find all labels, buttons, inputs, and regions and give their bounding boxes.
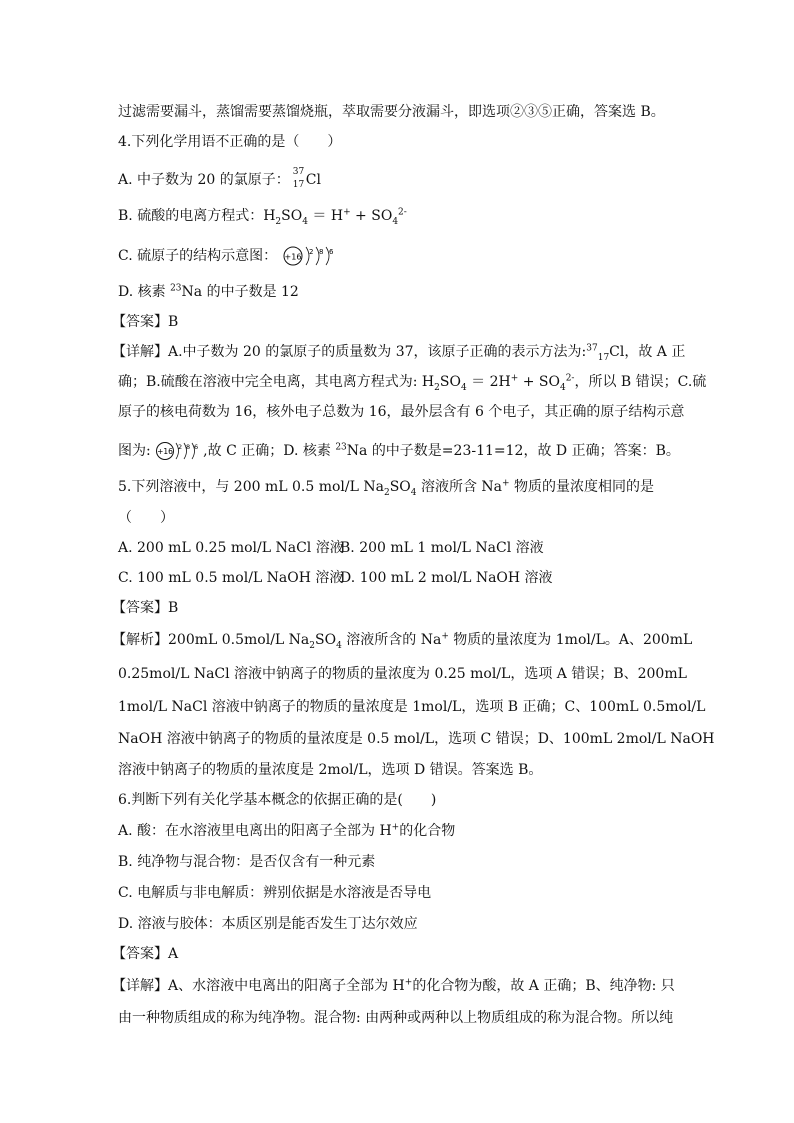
exp-text: ＝ 2H xyxy=(466,374,511,390)
subscript: 4 xyxy=(392,216,399,227)
exp-text: Na 的中子数是=23-11=12，故 D 正确；答案：B。 xyxy=(346,443,680,459)
shell-1: 2 xyxy=(178,443,183,451)
q4-stem: 4.下列化学用语不正确的是（ ） xyxy=(118,134,342,150)
subscript: 2 xyxy=(309,640,315,651)
isotope-mass: 37 xyxy=(292,167,305,177)
q4-option-a xyxy=(118,167,321,190)
isotope-element: Cl xyxy=(305,172,321,188)
q5-options-row-2 xyxy=(118,568,343,588)
q6-answer: 【答案】A xyxy=(112,946,179,962)
q5-stem xyxy=(118,477,654,497)
exp-text: 【详解】A、水溶液中电离出的阳离子全部为 H xyxy=(112,978,405,994)
superscript: + xyxy=(391,822,400,833)
exp-text: Cl，故 A 正 xyxy=(609,344,686,360)
superscript: 2- xyxy=(565,373,575,384)
subscript: 2 xyxy=(383,487,390,498)
exp-text: ,故 C 正确；D. 核素 xyxy=(203,443,336,459)
subscript: 2 xyxy=(434,382,440,393)
shell-2: 8 xyxy=(318,248,324,256)
chlorine-isotope xyxy=(292,167,306,190)
exp-text: SO xyxy=(439,374,461,390)
q6-option-d: D. 溶液与胶体：本质区别是能否发生丁达尔效应 xyxy=(118,916,418,932)
atom-nucleus: +16 xyxy=(157,447,174,456)
formula-part: SO xyxy=(281,208,303,224)
superscript: + xyxy=(502,478,510,489)
shell-2: 8 xyxy=(186,443,191,451)
exp-text: 溶液所含的 Na xyxy=(341,632,442,648)
q6-option-a xyxy=(118,821,455,841)
q4-option-b xyxy=(118,206,407,226)
stem-text: 5.下列溶液中，与 200 mL 0.5 mol/L Na xyxy=(118,479,384,495)
q4-option-d-text: D. 核素 xyxy=(118,284,171,300)
q4-option-a-text: A. 中子数为 20 的氯原子： xyxy=(118,172,290,188)
q5-option-b: B. 200 mL 1 mol/L NaCl 溶液 xyxy=(340,540,544,556)
exp-text: + SO xyxy=(518,374,560,390)
exp-text: 的化合物为酸，故 A 正确；B、纯净物: 只 xyxy=(412,978,675,994)
q6-option-a-text-2: 的化合物 xyxy=(399,823,456,839)
q4-option-c xyxy=(118,242,346,270)
superscript: + xyxy=(510,373,519,384)
stem-text: SO xyxy=(389,479,411,495)
q5-explanation-line-2: 0.25mol/L NaCl 溶液中钠离子的物质的量浓度为 0.25 mol/L，选项 A 错误；B、200mL xyxy=(118,666,687,682)
sulfur-atom-diagram-icon xyxy=(155,438,203,464)
q6-explanation-line-2: 由一种物质组成的称为纯净物。混合物: 由两种或两种以上物质组成的称为混合物。所以纯 xyxy=(118,1010,674,1026)
q4-option-b-text: B. 硫酸的电离方程式：H xyxy=(118,208,276,224)
q4-option-d-text-2: Na 的中子数是 12 xyxy=(181,284,299,300)
shell-3: 6 xyxy=(328,248,334,256)
q5-explanation-line-3: 1mol/L NaCl 溶液中钠离子的物质的量浓度是 1mol/L，选项 B 正确；C、100mL 0.5mol/L xyxy=(118,699,706,715)
superscript: 37 xyxy=(586,343,598,354)
subscript: 4 xyxy=(410,487,417,498)
superscript: 23 xyxy=(170,283,182,294)
q4-explanation-line-2 xyxy=(118,372,706,392)
q4-explanation-line-1 xyxy=(112,342,685,362)
q6-option-a-text: A. 酸：在水溶液里电离出的阳离子全部为 H xyxy=(118,823,392,839)
q6-option-b: B. 纯净物与混合物：是否仅含有一种元素 xyxy=(118,854,376,870)
superscript: + xyxy=(404,977,413,988)
superscript: + xyxy=(441,631,449,642)
q5-paren: （ ） xyxy=(118,510,174,526)
q5-answer: 【答案】B xyxy=(112,600,179,616)
superscript: 23 xyxy=(335,442,347,453)
superscript: 2- xyxy=(398,207,407,218)
q6-stem: 6.判断下列有关化学基本概念的依据正确的是( ) xyxy=(118,792,437,808)
q5-explanation-line-4: NaOH 溶液中钠离子的物质的量浓度是 0.5 mol/L，选项 C 错误；D、100mL 2mol/L NaOH xyxy=(118,731,715,747)
exp-text: ，所以 B 错误；C.硫 xyxy=(574,374,707,390)
q6-explanation-line-1 xyxy=(112,976,675,996)
subscript: 4 xyxy=(302,216,308,227)
q5-options-row-1 xyxy=(118,538,344,558)
q5-explanation-line-1 xyxy=(112,630,692,650)
intro-line: 过滤需要漏斗，蒸馏需要蒸馏烧瓶，萃取需要分液漏斗，即选项②③⑤正确，答案选 B。 xyxy=(118,104,665,120)
subscript: 17 xyxy=(597,352,610,363)
sulfur-atom-diagram-icon xyxy=(282,242,346,270)
q4-explanation-line-3: 原子的核电荷数为 16，核外电子总数为 16，最外层含有 6 个电子，其正确的原子结构示意 xyxy=(118,404,685,420)
superscript: + xyxy=(343,207,351,218)
subscript: 4 xyxy=(460,382,467,393)
exp-text: 图为: xyxy=(118,443,151,459)
exp-text: 【解析】200mL 0.5mol/L Na xyxy=(112,632,310,648)
subscript: 2 xyxy=(275,216,282,227)
isotope-atomic-number: 17 xyxy=(292,180,305,190)
q5-option-a: A. 200 mL 0.25 mol/L NaCl 溶液 xyxy=(118,540,344,556)
exp-text: SO xyxy=(315,632,337,648)
exp-text: 【详解】A.中子数为 20 的氯原子的质量数为 37，该原子正确的表示方法为: xyxy=(112,344,587,360)
shell-1: 2 xyxy=(308,248,314,256)
q4-option-d xyxy=(118,282,299,302)
formula-part: ＝ H xyxy=(307,208,344,224)
exp-text: 物质的量浓度为 1mol/L。A、200mL xyxy=(448,632,693,648)
atom-nucleus: +16 xyxy=(284,252,302,262)
exp-text: 确；B.硫酸在溶液中完全电离，其电离方程式为: H xyxy=(118,374,435,390)
formula-part: + SO xyxy=(350,208,393,224)
stem-text: 溶液所含 Na xyxy=(416,479,503,495)
q4-answer: 【答案】B xyxy=(112,314,179,330)
q4-option-c-text: C. 硫原子的结构示意图： xyxy=(118,248,278,264)
shell-3: 6 xyxy=(194,443,199,451)
subscript: 4 xyxy=(559,382,566,393)
q4-explanation-line-4 xyxy=(118,438,680,464)
q5-explanation-line-5: 溶液中钠离子的物质的量浓度是 2mol/L，选项 D 错误。答案选 B。 xyxy=(118,762,543,778)
subscript: 4 xyxy=(336,640,342,651)
q6-option-c: C. 电解质与非电解质：辨别依据是水溶液是否导电 xyxy=(118,885,432,901)
q5-option-c: C. 100 mL 0.5 mol/L NaOH 溶液 xyxy=(118,570,344,586)
q5-option-d: D. 100 mL 2 mol/L NaOH 溶液 xyxy=(340,570,553,586)
stem-text: 物质的量浓度相同的是 xyxy=(509,479,655,495)
